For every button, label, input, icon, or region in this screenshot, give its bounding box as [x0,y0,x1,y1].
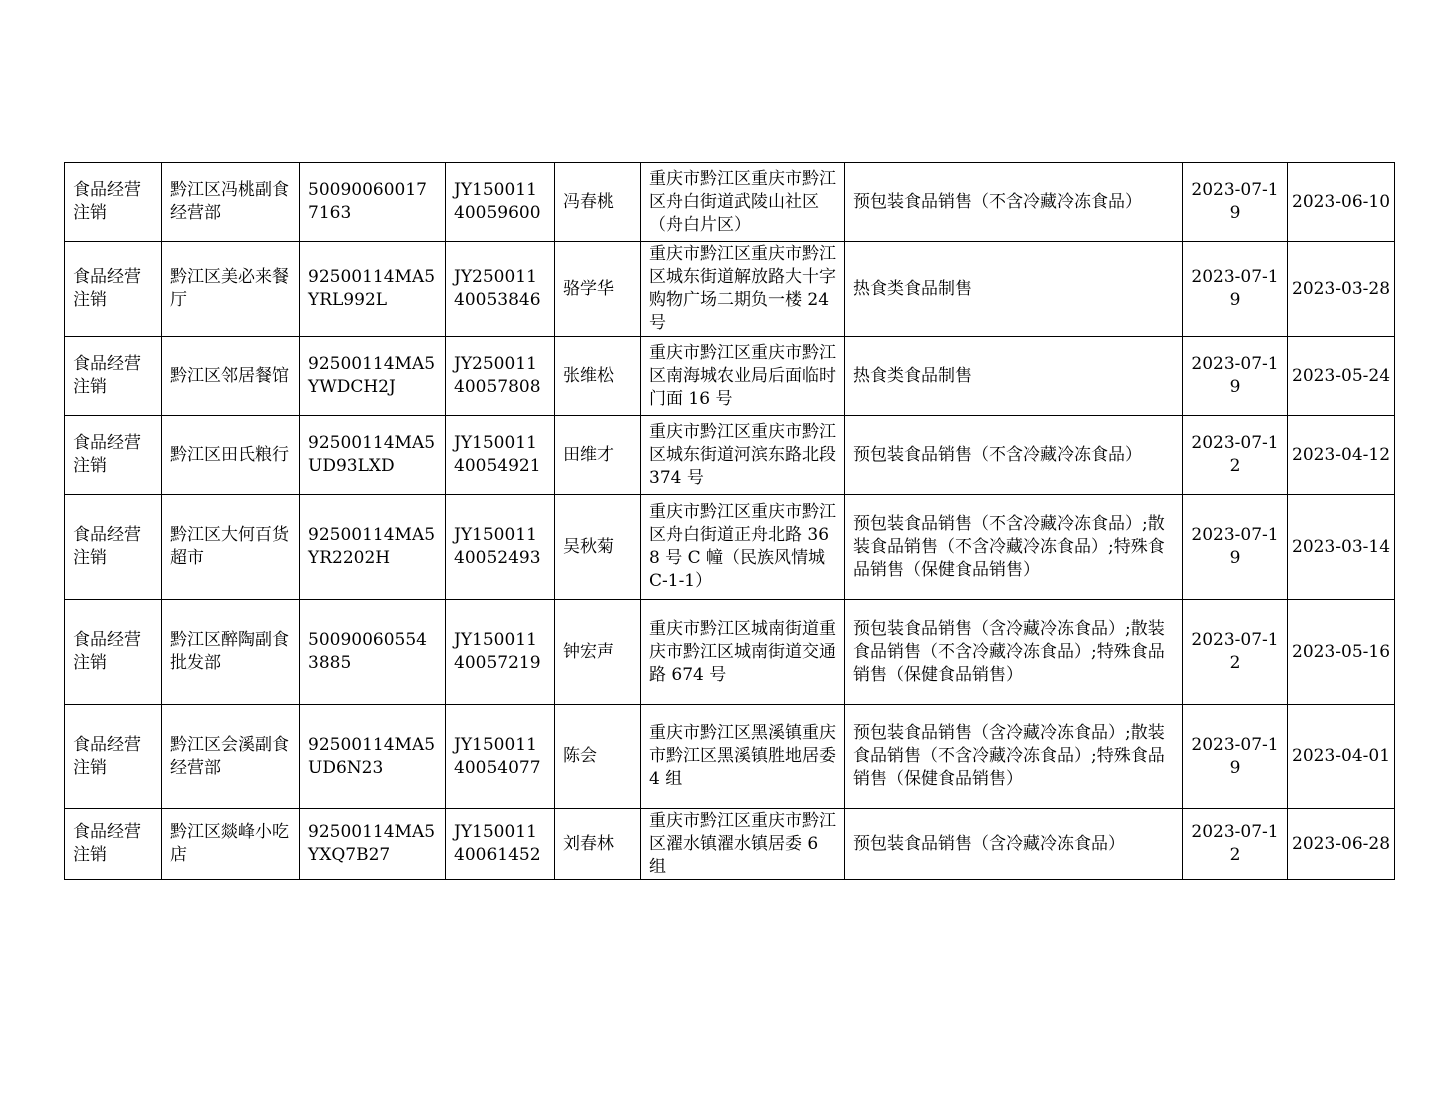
cell-date2: 2023-04-12 [1288,416,1395,495]
cell-credit-code: 92500114MA5YWDCH2J [300,337,446,416]
cell-person: 冯春桃 [555,163,641,242]
cell-person: 骆学华 [555,242,641,337]
cell-name: 黔江区会溪副食经营部 [162,705,300,809]
cell-license-no: JY25001140053846 [446,242,555,337]
table-row [65,337,1395,416]
cell-address: 重庆市黔江区重庆市黔江区濯水镇濯水镇居委 6 组 [641,809,845,880]
cell-date2: 2023-03-14 [1288,495,1395,600]
cell-credit-code: 92500114MA5UD93LXD [300,416,446,495]
cell-date1: 2023-07-12 [1183,809,1288,880]
cell-type: 食品经营注销 [65,600,162,705]
cell-person: 张维松 [555,337,641,416]
table-row [65,163,1395,242]
records-table [64,162,1395,880]
cell-type: 食品经营注销 [65,495,162,600]
cell-type: 食品经营注销 [65,416,162,495]
cell-scope: 预包装食品销售（不含冷藏冷冻食品） [845,163,1183,242]
cell-date1: 2023-07-12 [1183,600,1288,705]
cell-credit-code: 92500114MA5YXQ7B27 [300,809,446,880]
cell-license-no: JY15001140059600 [446,163,555,242]
cell-license-no: JY15001140061452 [446,809,555,880]
cell-date1: 2023-07-19 [1183,242,1288,337]
cell-date2: 2023-04-01 [1288,705,1395,809]
cell-name: 黔江区田氏粮行 [162,416,300,495]
cell-person: 刘春林 [555,809,641,880]
cell-name: 黔江区大何百货超市 [162,495,300,600]
cell-name: 黔江区醉陶副食批发部 [162,600,300,705]
cell-person: 陈会 [555,705,641,809]
cell-scope: 热食类食品制售 [845,337,1183,416]
cell-address: 重庆市黔江区重庆市黔江区南海城农业局后面临时门面 16 号 [641,337,845,416]
cell-type: 食品经营注销 [65,163,162,242]
cell-date2: 2023-06-10 [1288,163,1395,242]
cell-type: 食品经营注销 [65,242,162,337]
cell-license-no: JY15001140057219 [446,600,555,705]
cell-person: 吴秋菊 [555,495,641,600]
table-row [65,495,1395,600]
table-row [65,705,1395,809]
table-row [65,600,1395,705]
cell-address: 重庆市黔江区黑溪镇重庆市黔江区黑溪镇胜地居委 4 组 [641,705,845,809]
cell-date1: 2023-07-19 [1183,495,1288,600]
cell-date2: 2023-05-16 [1288,600,1395,705]
cell-address: 重庆市黔江区重庆市黔江区舟白街道正舟北路 368 号 C 幢（民族风情城 C-1-1） [641,495,845,600]
cell-credit-code: 92500114MA5YRL992L [300,242,446,337]
cell-scope: 预包装食品销售（不含冷藏冷冻食品）;散装食品销售（不含冷藏冷冻食品）;特殊食品销售（保健食品销售） [845,495,1183,600]
cell-scope: 预包装食品销售（不含冷藏冷冻食品） [845,416,1183,495]
table-row [65,809,1395,880]
cell-type: 食品经营注销 [65,705,162,809]
cell-scope: 预包装食品销售（含冷藏冷冻食品） [845,809,1183,880]
cell-name: 黔江区冯桃副食经营部 [162,163,300,242]
cell-address: 重庆市黔江区重庆市黔江区城东街道解放路大十字购物广场二期负一楼 24 号 [641,242,845,337]
cell-scope: 预包装食品销售（含冷藏冷冻食品）;散装食品销售（不含冷藏冷冻食品）;特殊食品销售（保健食品销售） [845,600,1183,705]
cell-date2: 2023-05-24 [1288,337,1395,416]
cell-license-no: JY25001140057808 [446,337,555,416]
cell-type: 食品经营注销 [65,337,162,416]
cell-credit-code: 92500114MA5YR2202H [300,495,446,600]
cell-credit-code: 500900600177163 [300,163,446,242]
cell-date1: 2023-07-19 [1183,337,1288,416]
cell-type: 食品经营注销 [65,809,162,880]
cell-name: 黔江区美必来餐厅 [162,242,300,337]
cell-address: 重庆市黔江区重庆市黔江区城东街道河滨东路北段 374 号 [641,416,845,495]
cell-scope: 预包装食品销售（含冷藏冷冻食品）;散装食品销售（不含冷藏冷冻食品）;特殊食品销售（保健食品销售） [845,705,1183,809]
cell-date2: 2023-06-28 [1288,809,1395,880]
table-row [65,242,1395,337]
cell-person: 田维才 [555,416,641,495]
table-row [65,416,1395,495]
cell-license-no: JY15001140054921 [446,416,555,495]
cell-name: 黔江区邻居餐馆 [162,337,300,416]
cell-credit-code: 92500114MA5UD6N23 [300,705,446,809]
cell-date1: 2023-07-12 [1183,416,1288,495]
cell-person: 钟宏声 [555,600,641,705]
cell-license-no: JY15001140052493 [446,495,555,600]
cell-credit-code: 500900605543885 [300,600,446,705]
cell-address: 重庆市黔江区重庆市黔江区舟白街道武陵山社区（舟白片区） [641,163,845,242]
cell-license-no: JY15001140054077 [446,705,555,809]
cell-date1: 2023-07-19 [1183,163,1288,242]
cell-date1: 2023-07-19 [1183,705,1288,809]
cell-address: 重庆市黔江区城南街道重庆市黔江区城南街道交通路 674 号 [641,600,845,705]
cell-name: 黔江区燚峰小吃店 [162,809,300,880]
cell-scope: 热食类食品制售 [845,242,1183,337]
cell-date2: 2023-03-28 [1288,242,1395,337]
